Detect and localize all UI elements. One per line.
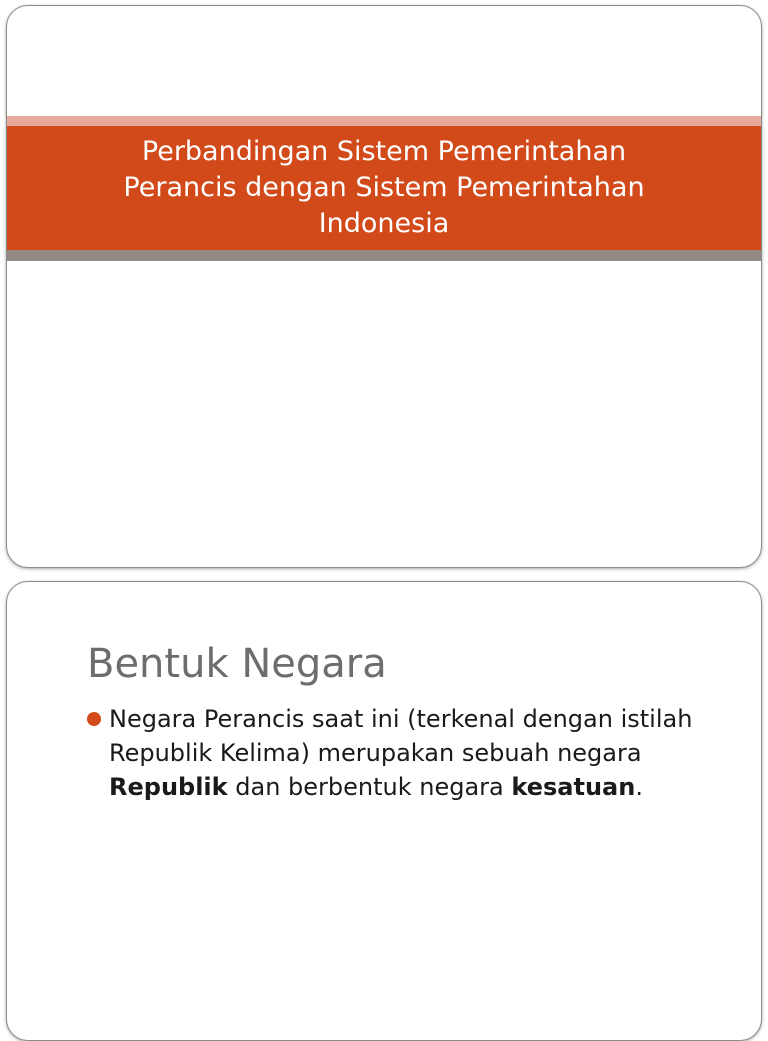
bullet-text-part-1: Negara Perancis saat ini (terkenal dengan istilah Republik Kelima) merupakan sebuah negara: [109, 705, 693, 767]
bullet-dot-icon: [87, 712, 101, 726]
slide-title-line-2: Perancis dengan Sistem Pemerintahan: [123, 172, 645, 203]
slide-title-line-1: Perbandingan Sistem Pemerintahan: [141, 136, 627, 167]
content-slide: [6, 581, 762, 1041]
title-band-main: [7, 126, 761, 250]
title-band-bottom-stripe: [7, 250, 761, 261]
slide-title-line-3: Indonesia: [318, 208, 450, 239]
bullet-text-part-2: dan berbentuk negara: [227, 773, 512, 801]
title-band: [7, 116, 761, 261]
bullet-list: [87, 702, 721, 804]
bullet-text-part-3: .: [635, 773, 643, 801]
bullet-bold-kesatuan: kesatuan: [511, 773, 636, 801]
slide-heading: Bentuk Negara: [87, 641, 387, 687]
slide-title: [63, 134, 704, 242]
bullet-bold-republik: Republik: [109, 773, 228, 801]
bullet-item: [87, 702, 721, 804]
title-band-top-stripe: [7, 116, 761, 126]
title-slide: [6, 5, 762, 568]
